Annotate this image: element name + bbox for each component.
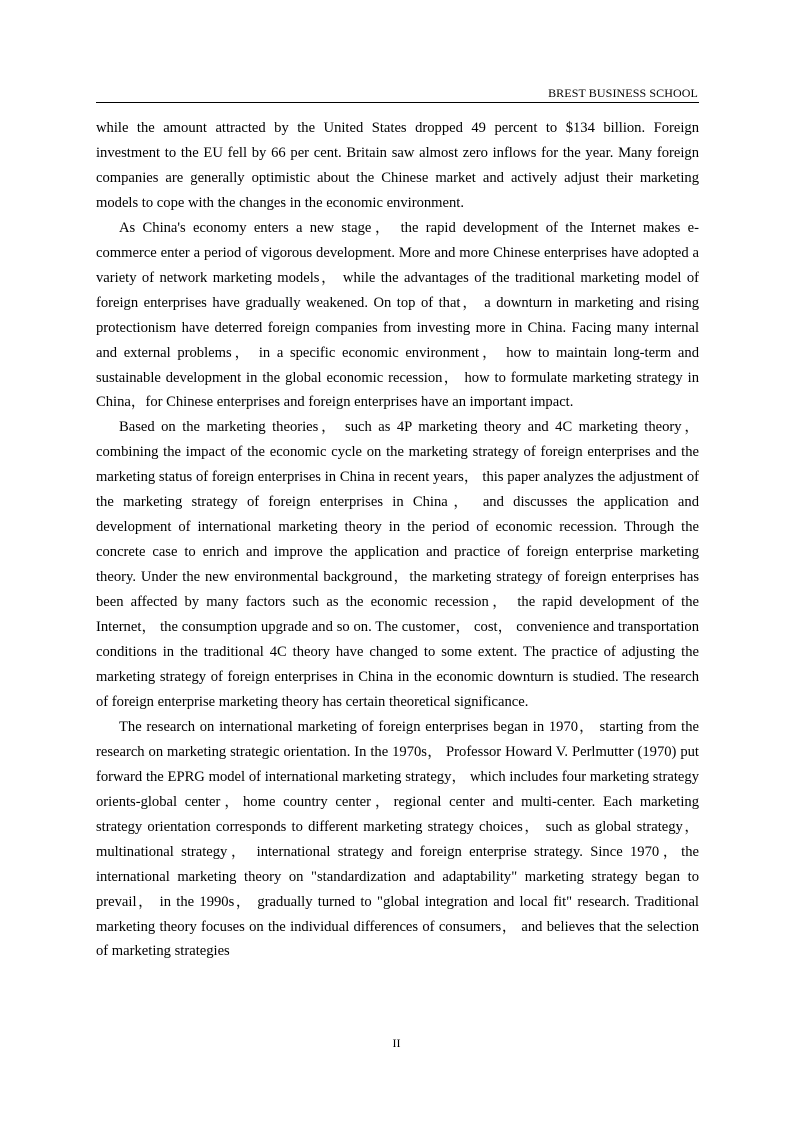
- paragraph-economy-new-stage: As China's economy enters a new stage， the rapid development of the Internet makes e-commerce enter a period of vigorous development. More and more Chinese enterprises have adopted a variety of network marketing models， while the advantages of the traditional marketing model of foreign enterprises have gradually weakened. On top of that， a downturn in marketing and rising protectionism have deterred foreign companies from investing more in China. Facing many internal and external problems， in a specific economic environment， how to maintain long-term and sustainable development in the global economic recession， how to formulate marketing strategy in China，for Chinese enterprises and foreign enterprises have an important impact.: [96, 219, 699, 411]
- header-rule: [96, 102, 699, 103]
- paragraph-continuation: while the amount attracted by the United States dropped 49 percent to $134 billion. Foreign investment to the EU fell by 66 per cent. Britain saw almost zero inflows for the year. Many foreign companies are generally optimistic about the Chinese market and actively adjust their marketing models to cope with the changes in the economic environment.: [96, 120, 699, 211]
- paragraph-marketing-theories: Based on the marketing theories， such as 4P marketing theory and 4C marketing theory， combining the impact of the economic cycle on the marketing strategy of foreign enterprises and the marketing status of foreign enterprises in China in recent years， this paper analyzes the adjustment of the marketing strategy of foreign enterprises in China， and discusses the application and development of international marketing theory in the period of economic recession. Through the concrete case to enrich and improve the application and practice of foreign enterprise marketing theory. Under the new environmental background，the marketing strategy of foreign enterprises has been affected by many factors such as the economic recession， the rapid development of the Internet， the consumption upgrade and so on. The customer， cost， convenience and transportation conditions in the traditional 4C theory have changed to some extent. The practice of adjusting the marketing strategy of foreign enterprises in China in the economic downturn is studied. The research of foreign enterprise marketing theory has certain theoretical significance.: [96, 419, 699, 710]
- page-number: II: [392, 1036, 401, 1050]
- body-text: [96, 116, 699, 964]
- paragraph-international-marketing-research: The research on international marketing of foreign enterprises began in 1970， starting from the research on marketing strategic orientation. In the 1970s， Professor Howard V. Perlmutter (1970) put forward the EPRG model of international marketing strategy， which includes four marketing strategy orients-global center，home country center，regional center and multi-center. Each marketing strategy orientation corresponds to different marketing strategy choices， such as global strategy， multinational strategy， international strategy and foreign enterprise strategy. Since 1970，the international marketing theory on "standardization and adaptability" marketing strategy began to prevail， in the 1990s， gradually turned to "global integration and local fit" research. Traditional marketing theory focuses on the individual differences of consumers， and believes that the selection of marketing strategies: [96, 718, 699, 960]
- running-header: BREST BUSINESS SCHOOL: [548, 86, 698, 100]
